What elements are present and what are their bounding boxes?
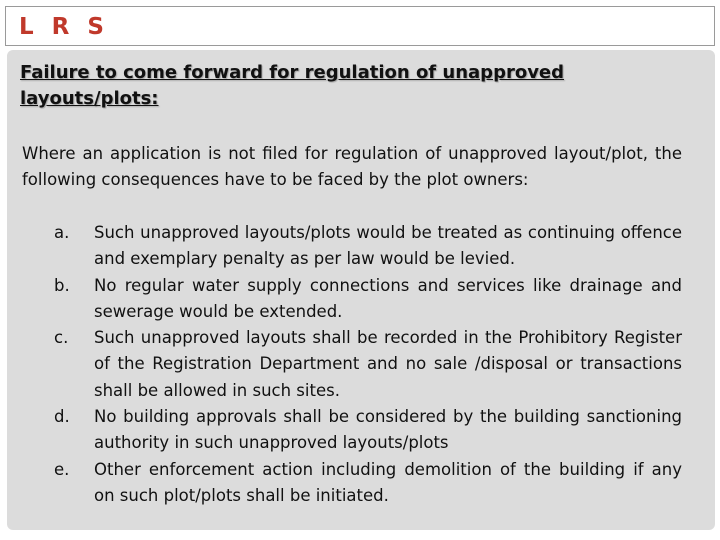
list-item	[22, 457, 682, 510]
list-marker: c.	[54, 328, 69, 348]
list-marker: b.	[54, 275, 70, 295]
list-item-text: Other enforcement action including demolition of the building if any on such plot/plots shall be initiated.	[94, 459, 682, 505]
intro-paragraph: Where an application is not filed for regulation of unapproved layout/plot, the following consequences have to be faced by the plot owners:	[22, 144, 682, 190]
list-marker: e.	[54, 459, 70, 479]
list-item-text: Such unapproved layouts shall be recorded in the Prohibitory Register of the Registration Department and no sale /disposal or transactions shall be allowed in such sites.	[94, 328, 682, 400]
list-item	[22, 273, 682, 326]
list-item-text: No regular water supply connections and services like drainage and sewerage would be extended.	[94, 275, 682, 321]
list-item	[22, 220, 682, 273]
list-item-text: Such unapproved layouts/plots would be treated as continuing offence and exemplary penalty as per law would be levied.	[94, 223, 682, 269]
slide-title: L R S	[19, 14, 109, 40]
list-item-text: No building approvals shall be considered by the building sanctioning authority in such unapproved layouts/plots	[94, 407, 682, 453]
list-marker: d.	[54, 407, 70, 427]
consequences-list	[22, 220, 682, 509]
list-marker: a.	[54, 223, 70, 242]
list-item	[22, 325, 682, 404]
section-heading: Failure to come forward for regulation of unapproved layouts/plots:	[20, 62, 565, 109]
title-bar	[5, 6, 715, 46]
list-item	[22, 404, 682, 457]
